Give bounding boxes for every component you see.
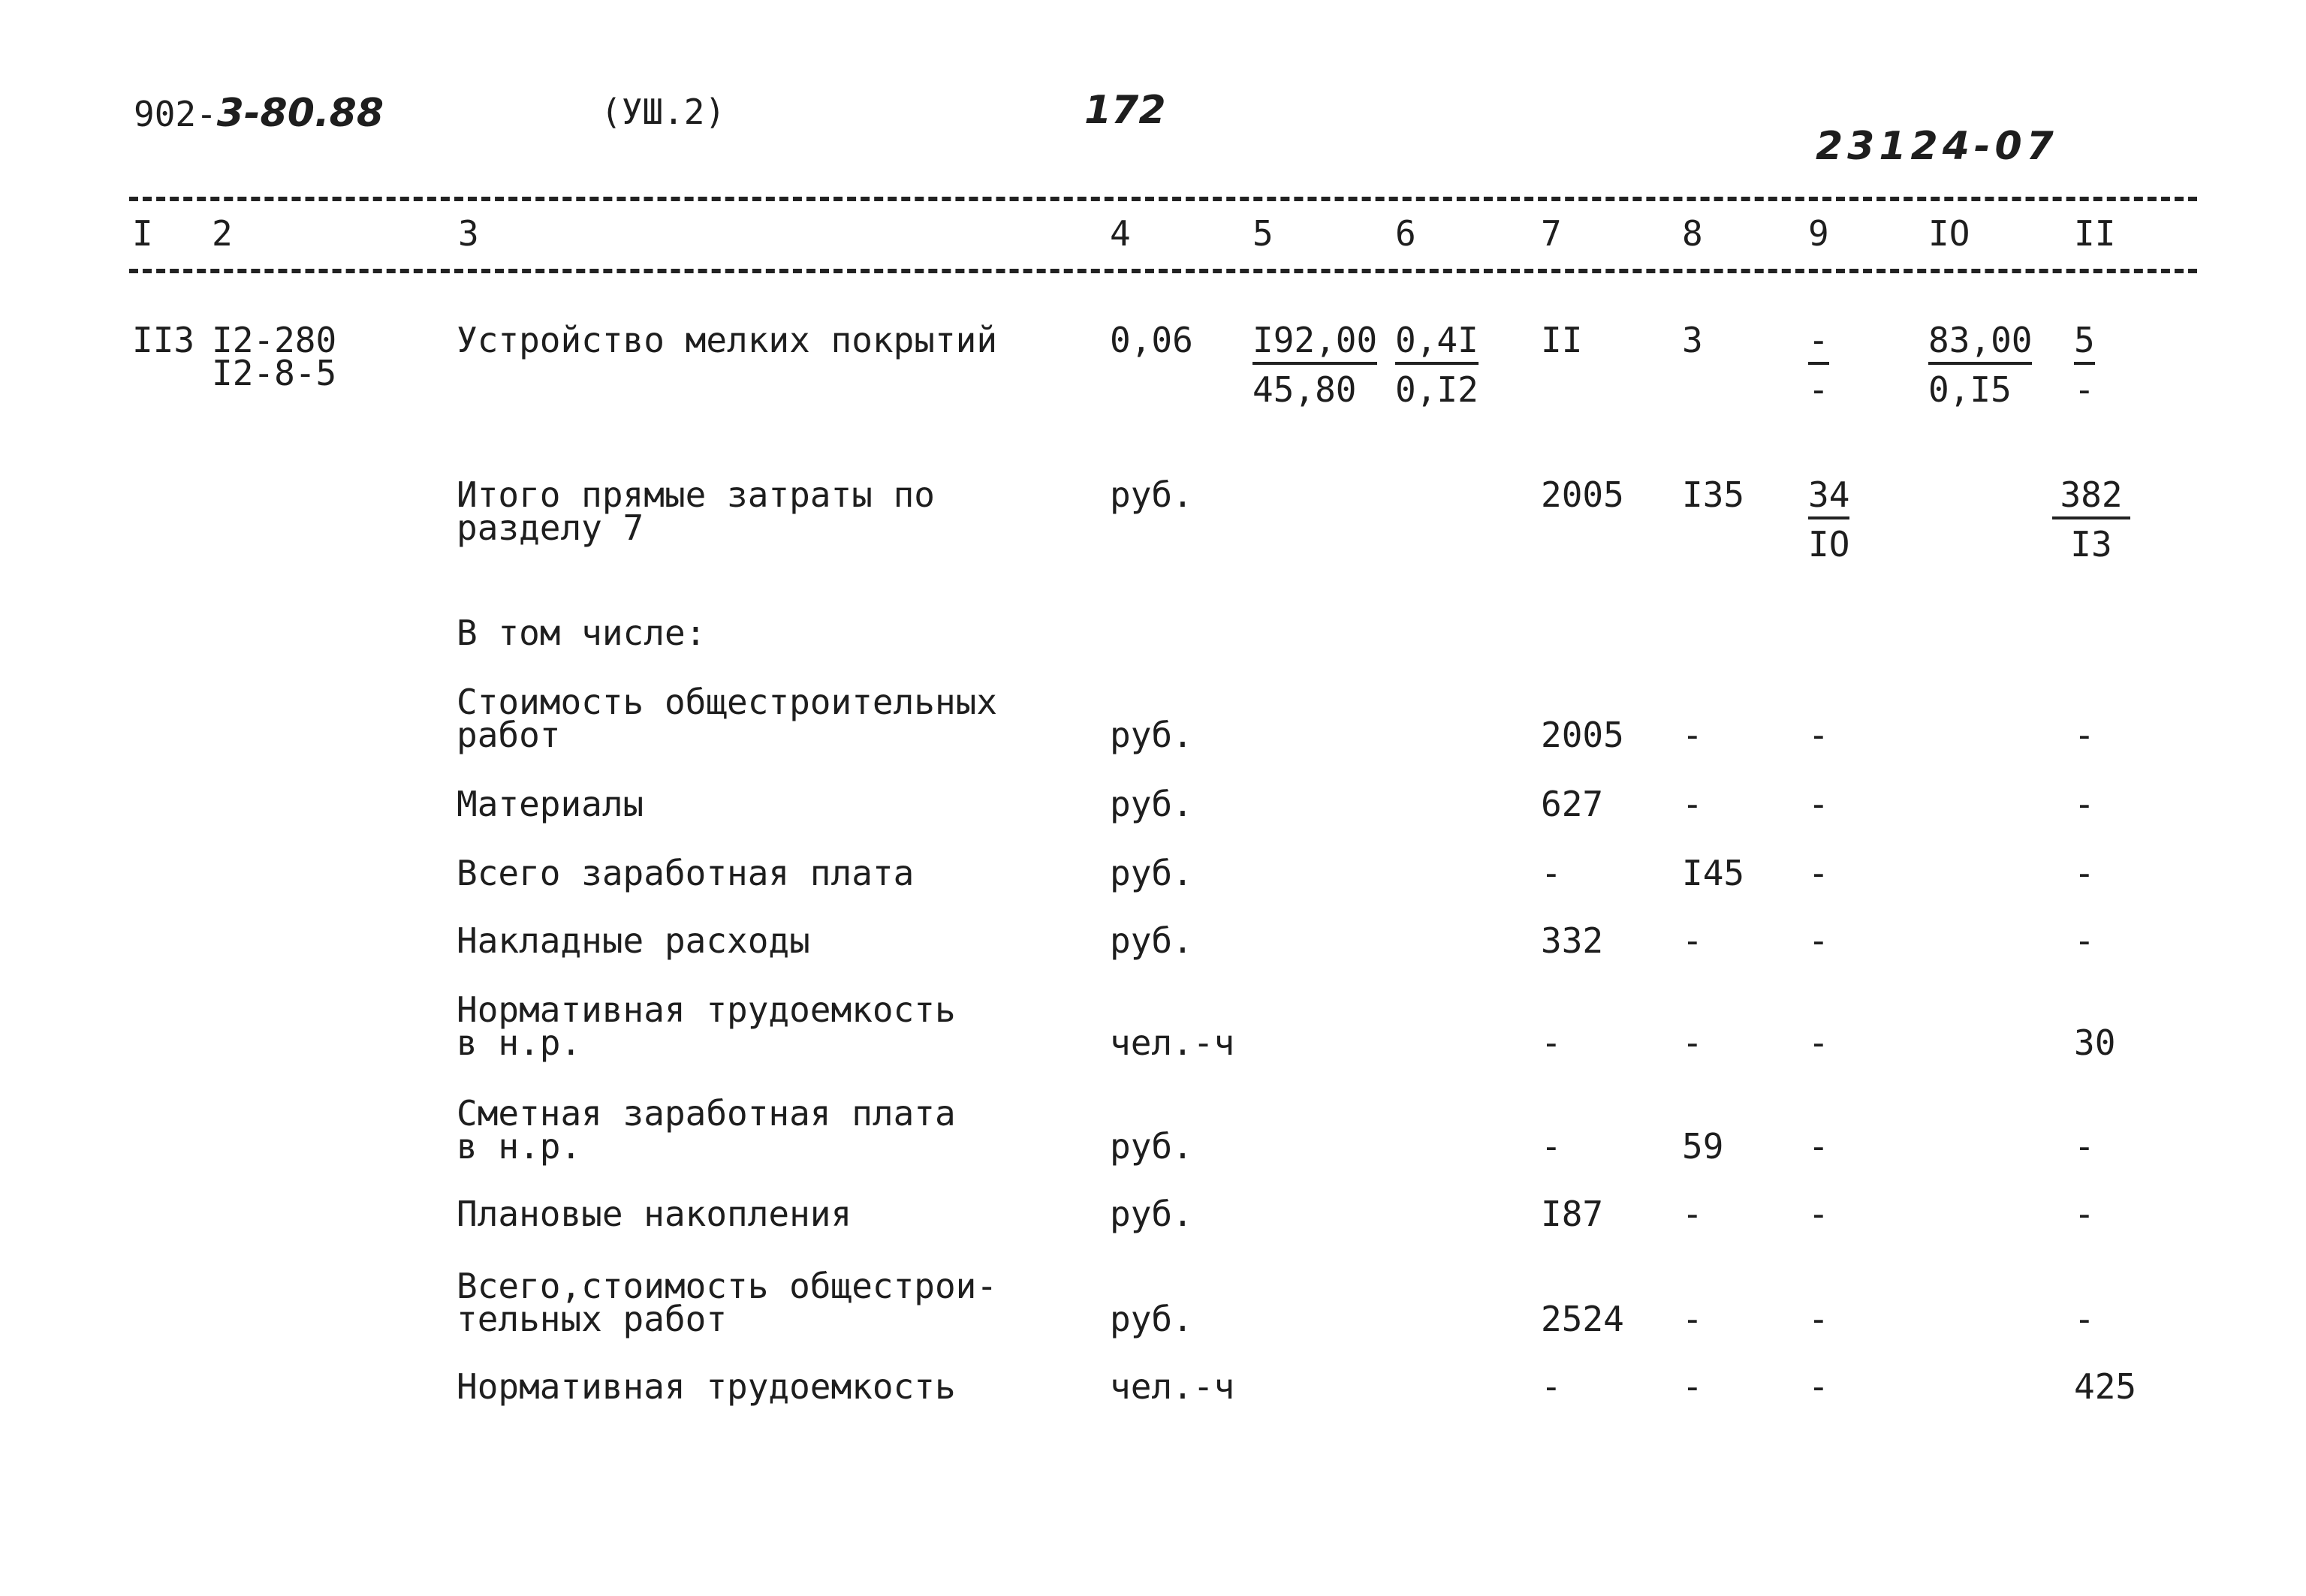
row-name-line1: Сметная заработная плата — [457, 1093, 956, 1134]
total-c11-bottom: I3 — [2070, 524, 2112, 565]
row-c8: - — [1682, 1022, 1703, 1063]
doc-code-printed: 902- — [134, 94, 217, 134]
row-unit: руб. — [1110, 920, 1193, 961]
stamp-number: 23124-07 — [1816, 124, 2058, 169]
doc-code-handwritten: 3-80.88 — [216, 91, 384, 136]
col-header-11: II — [2074, 213, 2116, 254]
album-label: (УШ.2) — [601, 92, 726, 132]
total-unit: руб. — [1110, 474, 1193, 515]
total-c9-bottom: IO — [1808, 524, 1850, 565]
total-c7: 2005 — [1541, 474, 1624, 515]
col-header-1: I — [132, 213, 153, 254]
total-name-line1: Итого прямые затраты по — [457, 474, 935, 515]
row-c7: 332 — [1541, 920, 1604, 961]
row-c7: I87 — [1541, 1194, 1604, 1234]
row-c7: II — [1541, 320, 1583, 360]
col-header-5: 5 — [1252, 213, 1274, 254]
row-c8: - — [1682, 715, 1703, 755]
row-c7: - — [1541, 1126, 1562, 1167]
col-header-7: 7 — [1541, 213, 1562, 254]
row-c8: - — [1682, 1366, 1703, 1407]
row-c8: 59 — [1682, 1126, 1724, 1167]
including-label: В том числе: — [457, 613, 707, 653]
row-unit: чел.-ч — [1110, 1366, 1235, 1407]
row-c11: - — [2074, 920, 2095, 961]
row-unit: руб. — [1110, 715, 1193, 755]
col-header-4: 4 — [1110, 213, 1131, 254]
row-unit: чел.-ч — [1110, 1022, 1235, 1063]
row-c7: - — [1541, 1366, 1562, 1407]
row-name-line1: Накладные расходы — [457, 920, 810, 961]
row-c11: 30 — [2074, 1022, 2116, 1063]
row-c11: - — [2074, 1299, 2095, 1339]
row-unit: руб. — [1110, 784, 1193, 824]
row-c9: - — [1808, 1299, 1829, 1339]
row-c10-bottom: 0,I5 — [1928, 369, 2012, 410]
row-name-line2: работ — [457, 715, 561, 755]
row-name-line1: Стоимость общестроительных — [457, 682, 998, 722]
col-header-10: IO — [1928, 213, 1970, 254]
total-name-line2: разделу 7 — [457, 507, 644, 548]
row-unit: руб. — [1110, 1299, 1193, 1339]
row-c7: 2005 — [1541, 715, 1624, 755]
row-unit: руб. — [1110, 1194, 1193, 1234]
row-name: Устройство мелких покрытий — [457, 320, 998, 360]
row-c9: - — [1808, 715, 1829, 755]
row-c8: - — [1682, 1194, 1703, 1234]
row-c11: - — [2074, 1194, 2095, 1234]
row-c9: - — [1808, 1366, 1829, 1407]
row-name-line2: тельных работ — [457, 1299, 728, 1339]
row-code-1: I2-280 — [212, 320, 337, 360]
row-c9: - — [1808, 920, 1829, 961]
row-name-line1: Всего,стоимость общестрои- — [457, 1266, 998, 1306]
col-header-2: 2 — [212, 213, 233, 254]
row-c9-bottom: - — [1808, 369, 1829, 410]
row-unit: руб. — [1110, 853, 1193, 893]
row-c6-top: 0,4I — [1395, 320, 1479, 365]
total-c9-top: 34 — [1808, 474, 1849, 519]
row-c7: 627 — [1541, 784, 1604, 824]
row-c9: - — [1808, 1022, 1829, 1063]
row-name-line1: Нормативная трудоемкость — [457, 989, 956, 1030]
row-c9: - — [1808, 1194, 1829, 1234]
row-c7: - — [1541, 1022, 1562, 1063]
total-c11-top: 382 — [2052, 474, 2130, 519]
row-name-line1: Нормативная трудоемкость — [457, 1366, 956, 1407]
row-c9-top: - — [1808, 320, 1829, 365]
total-c8: I35 — [1682, 474, 1745, 515]
row-c7: - — [1541, 853, 1562, 893]
row-c8: - — [1682, 920, 1703, 961]
row-c8: 3 — [1682, 320, 1703, 360]
row-unit: руб. — [1110, 1126, 1193, 1167]
row-c5-bottom: 45,80 — [1252, 369, 1357, 410]
col-header-9: 9 — [1808, 213, 1829, 254]
row-name-line2: в н.р. — [457, 1022, 582, 1063]
header-top-rule — [129, 197, 2197, 201]
row-c11: - — [2074, 784, 2095, 824]
row-c6-bottom: 0,I2 — [1395, 369, 1479, 410]
row-c9: - — [1808, 1126, 1829, 1167]
row-c11-bottom: - — [2074, 369, 2095, 410]
row-c11: 425 — [2074, 1366, 2137, 1407]
row-c10-top: 83,00 — [1928, 320, 2032, 365]
row-name-line1: Всего заработная плата — [457, 853, 915, 893]
col-header-6: 6 — [1395, 213, 1416, 254]
doc-code — [134, 91, 384, 136]
row-qty: 0,06 — [1110, 320, 1193, 360]
row-c11-top: 5 — [2074, 320, 2095, 365]
row-c8: I45 — [1682, 853, 1745, 893]
page-number: 172 — [1084, 88, 1166, 133]
col-header-8: 8 — [1682, 213, 1703, 254]
row-c8: - — [1682, 784, 1703, 824]
row-c11: - — [2074, 715, 2095, 755]
row-c11: - — [2074, 853, 2095, 893]
header-bottom-rule — [129, 269, 2197, 273]
row-c9: - — [1808, 853, 1829, 893]
row-code-2: I2-8-5 — [212, 353, 337, 393]
row-c5-top: I92,00 — [1252, 320, 1377, 365]
row-c11: - — [2074, 1126, 2095, 1167]
row-c9: - — [1808, 784, 1829, 824]
col-header-3: 3 — [458, 213, 479, 254]
row-name-line1: Плановые накопления — [457, 1194, 852, 1234]
row-c7: 2524 — [1541, 1299, 1624, 1339]
row-name-line2: в н.р. — [457, 1126, 582, 1167]
row-number: II3 — [132, 320, 195, 360]
row-c8: - — [1682, 1299, 1703, 1339]
row-name-line1: Материалы — [457, 784, 644, 824]
